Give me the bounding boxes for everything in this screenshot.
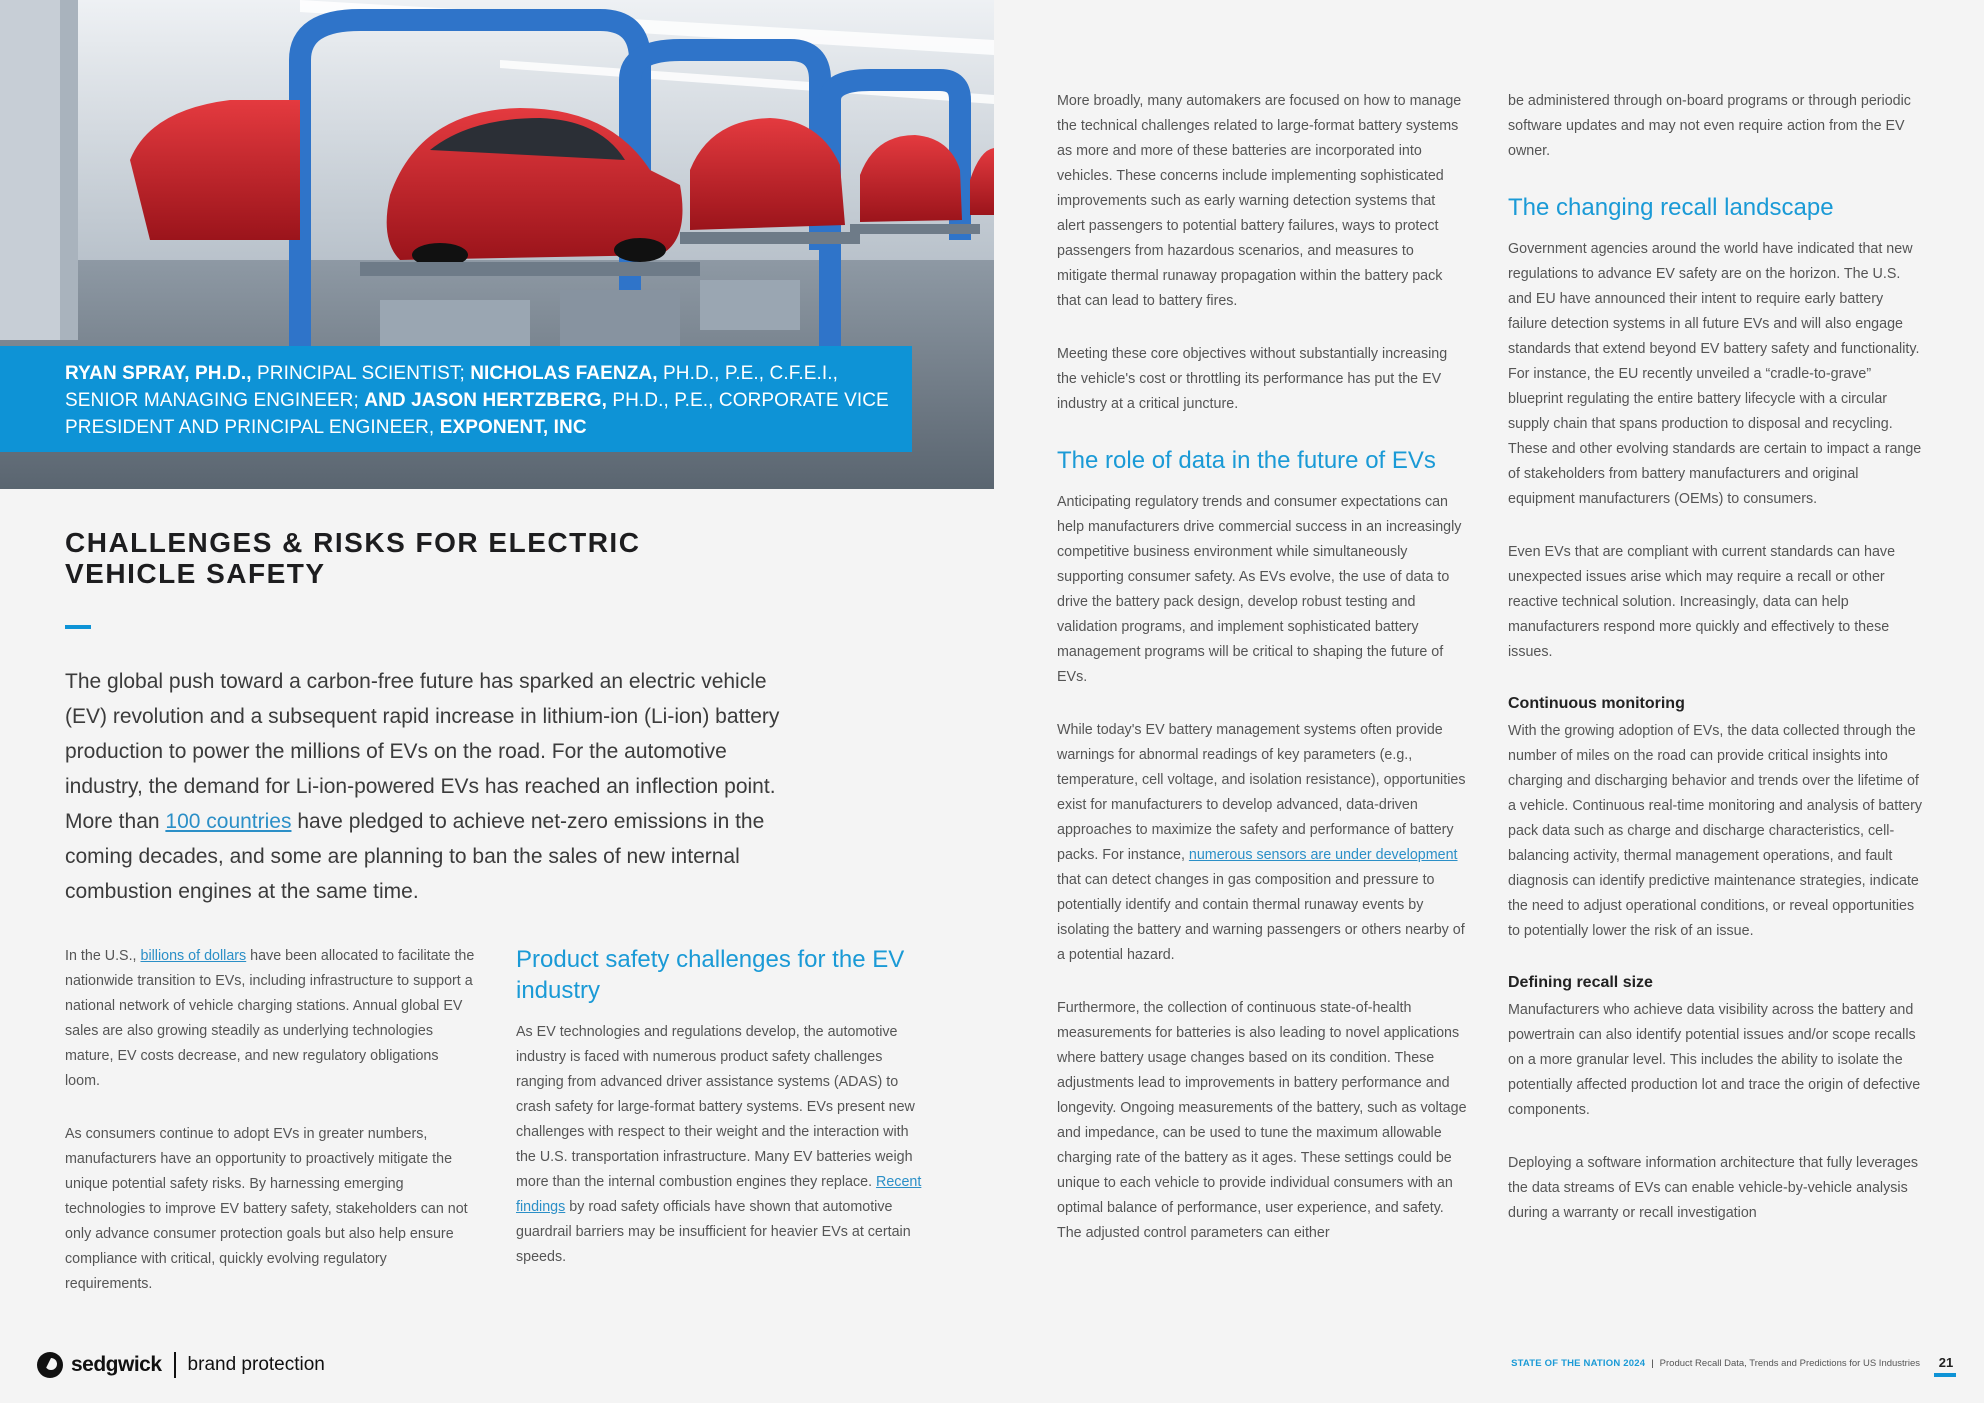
paragraph: Manufacturers who achieve data visibility across the battery and powertrain can also identify potential issues and/or scope recalls on a more granular level. This includes the ability to isolate the potentially affected production lot and trace the origin of defective components. — [1508, 1002, 1921, 1118]
paragraph: With the growing adoption of EVs, the data collected through the number of miles on the road can provide critical insights into charging and discharging behavior and trends over the lifetime of a vehicle. Continuous real-time monitoring and analysis of battery pack data such as charge and discharge characteristics, cell-balancing activity, thermal management operations, and fault diagnosis can identify predictive maintenance strategies, indicate the need to adjust operational conditions, or reveal opportunities to potentially lower the risk of an issue. — [1508, 723, 1923, 939]
page-number: 21 — [1938, 1355, 1954, 1370]
paragraph: be administered through on-board programs or through periodic software updates and may not even require action from the EV owner. — [1508, 93, 1911, 159]
author-name: NICHOLAS FAENZA, — [470, 363, 658, 384]
body-column-4 — [1508, 89, 1923, 1254]
article-title-line1: CHALLENGES & RISKS FOR ELECTRIC — [65, 527, 641, 558]
paragraph: Meeting these core objectives without substantially increasing the vehicle's cost or throttling its performance has put the EV industry at a critical juncture. — [1057, 346, 1448, 412]
article-title-line2: VEHICLE SAFETY — [65, 558, 326, 589]
subheading-defining-recall-size: Defining recall size — [1508, 974, 1653, 991]
section-heading-recall-landscape: The changing recall landscape — [1508, 194, 1834, 221]
section-heading-product-safety: Product safety challenges for the EV industry — [516, 946, 905, 1004]
publication-subtitle: Product Recall Data, Trends and Predictions for US Industries — [1659, 1358, 1920, 1369]
body-column-2 — [516, 944, 926, 1298]
footer-publication-info — [1511, 1358, 1920, 1369]
page-number-underline — [1934, 1373, 1956, 1377]
paragraph: Deploying a software information architecture that fully leverages the data streams of EVs can enable vehicle-by-vehicle analysis during a warranty or recall investigation — [1508, 1155, 1919, 1221]
author-role: PH.D., P.E., C.F.E.I., SENIOR MANAGING ENGINEER; — [65, 363, 839, 411]
logo-wordmark: sedgwick — [71, 1353, 162, 1376]
link-numerous-sensors[interactable]: numerous sensors are under development — [1188, 847, 1458, 863]
body-column-1 — [65, 944, 475, 1325]
section-heading-role-of-data: The role of data in the future of EVs — [1057, 447, 1436, 474]
logo-tagline: brand protection — [187, 1354, 325, 1375]
company-name: EXPONENT, INC — [439, 417, 587, 438]
paragraph: Anticipating regulatory trends and consumer expectations can help manufacturers drive commercial success in an increasingly competitive business environment while simultaneously supporting consumer safety. As EVs evolve, the use of data to drive the battery pack design, develop robust testing and validation programs, and implement sophisticated battery management programs will be critical to shaping the future of EVs. — [1057, 494, 1462, 685]
publication-title: STATE OF THE NATION 2024 — [1511, 1358, 1646, 1369]
link-billions-of-dollars[interactable]: billions of dollars — [140, 948, 247, 964]
author-name: RYAN SPRAY, PH.D., — [65, 363, 252, 384]
author-role: PRINCIPAL SCIENTIST; — [251, 363, 471, 384]
paragraph: More broadly, many automakers are focused on how to manage the technical challenges related to large-format battery systems as more and more of these batteries are incorporated into vehicles. These concerns include implementing sophisticated improvements such as early warning detection systems that alert passengers to potential battery failures, ways to protect passengers from hazardous scenarios, and measures to mitigate thermal runaway propagation within the battery pack that can lead to battery fires. — [1057, 93, 1462, 309]
sedgwick-logo-icon — [37, 1352, 63, 1378]
paragraph: As EV technologies and regulations develop, the automotive industry is faced with numerous product safety challenges ranging from advanced driver assistance systems (ADAS) to crash safety for large-format battery systems. EVs present new challenges with respect to their weight and the interaction with the U.S. transportation infrastructure. Many EV batteries weigh more than the internal combustion engines they replace. Recent findings by road safety officials have shown that automotive guardrail barriers may be insufficient for heavier EVs at certain speeds. — [516, 1024, 922, 1265]
paragraph: As consumers continue to adopt EVs in greater numbers, manufacturers have an opportunity to proactively mitigate the unique potential safety risks. By harnessing emerging technologies to improve EV battery safety, stakeholders can not only advance consumer protection goals but also help ensure compliance with critical, quickly evolving regulatory requirements. — [65, 1126, 468, 1292]
paragraph: While today's EV battery management systems often provide warnings for abnormal readings of key parameters (e.g., temperature, cell voltage, and isolation resistance), opportunities exist for manufacturers to develop advanced, data-driven approaches to maximize the safety and performance of battery packs. For instance, numerous sensors are under development that can detect changes in gas composition and pressure to potentially identify and contain thermal runaway events by isolating the battery and warning passengers or others nearby of a potential hazard. — [1057, 722, 1466, 963]
paragraph: Government agencies around the world have indicated that new regulations to advance EV safety are on the horizon. The U.S. and EU have announced their intent to require early battery failure detection systems in all future EVs and will also engage standards that extend beyond EV battery safety and functionality. For instance, the EU recently unveiled a “cradle-to-grave” blueprint regulating the entire battery lifecycle with a circular supply chain that spans production to disposal and recycling. These and other evolving standards are certain to impact a range of stakeholders from battery manufacturers and original equipment manufacturers (OEMs) to consumers. — [1508, 241, 1922, 507]
subheading-continuous-monitoring: Continuous monitoring — [1508, 695, 1685, 712]
link-recent-findings[interactable]: Recent findings — [516, 1174, 922, 1215]
title-divider — [65, 625, 91, 629]
footer-separator: | — [1651, 1358, 1654, 1369]
author-byline — [0, 346, 912, 452]
sedgwick-logo — [37, 1350, 325, 1380]
hero-image — [0, 0, 994, 489]
author-name: AND JASON HERTZBERG, — [364, 390, 607, 411]
body-column-3 — [1057, 89, 1467, 1274]
paragraph: Furthermore, the collection of continuous state-of-health measurements for batteries is also leading to novel applications where battery usage changes based on its condition. These adjustments lead to improvements in battery performance and longevity. Ongoing measurements of the battery, such as voltage and impedance, can be used to tune the maximum allowable charging rate of the battery as it ages. These settings could be unique to each vehicle to provide individual consumers with an optimal balance of performance, user experience, and safety. The adjusted control parameters can either — [1057, 1000, 1467, 1241]
lead-paragraph: The global push toward a carbon-free future has sparked an electric vehicle (EV) revolution and a subsequent rapid increase in lithium-ion (Li-ion) battery production to power the millions of EVs on the road. For the automotive industry, the demand for Li-ion-powered EVs has reached an inflection point. More than 100 countries have pledged to achieve net-zero emissions in the coming decades, and some are planning to ban the sales of new internal combustion engines at the same time. — [65, 670, 780, 903]
logo-divider — [174, 1352, 176, 1378]
paragraph: In the U.S., billions of dollars have been allocated to facilitate the nationwide transition to EVs, including infrastructure to support a national network of vehicle charging stations. Annual global EV sales are also growing steadily as underlying technologies mature, EV costs decrease, and new regulatory obligations loom. — [65, 948, 475, 1089]
link-100-countries[interactable]: 100 countries — [165, 810, 292, 833]
paragraph: Even EVs that are compliant with current standards can have unexpected issues arise which may require a recall or other reactive technical solution. Increasingly, data can help manufacturers respond more quickly and effectively to these issues. — [1508, 544, 1896, 660]
article-title — [65, 527, 665, 589]
author-role: PH.D., P.E., CORPORATE VICE PRESIDENT AND PRINCIPAL ENGINEER, — [65, 390, 889, 438]
